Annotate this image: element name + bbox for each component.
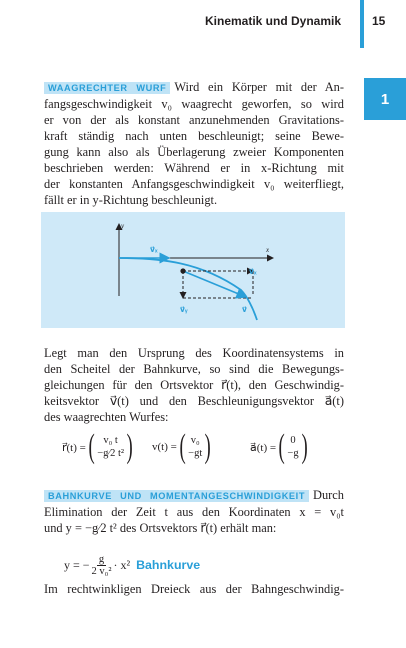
text-line: und y = −g⁄2 t² des Ortsvektors r⃗(t) erhält man: <box>44 521 277 535</box>
text-line: der konstanten Anfangsgeschwindigkeit v₀ weiterfliegt, <box>44 177 344 191</box>
vector-component: v₀ t <box>103 435 118 446</box>
page-number: 15 <box>372 14 386 28</box>
text-line: Wird ein Körper mit der An- <box>174 80 344 94</box>
equation-lhs: v(t) = <box>152 441 177 453</box>
projectile-figure <box>41 212 345 328</box>
acceleration-vector-equation: a⃗(t) = ( 0 −g ) <box>250 428 308 465</box>
text-line: den Scheitel der Bahnkurve, so sind die Bewegungs- <box>44 362 344 376</box>
chapter-tab <box>364 78 406 120</box>
section-label: BAHNKURVE UND MOMENTANGESCHWINDIGKEIT <box>44 490 309 502</box>
fraction-numerator: g <box>98 553 105 565</box>
vector-component: 0 <box>290 435 296 446</box>
fraction-denominator: 2 v₀² <box>91 565 112 577</box>
projectile-point <box>180 268 185 273</box>
text-line: keitsvektor v⃗(t) und den Beschleunigungsvektor a⃗(t) <box>44 394 344 408</box>
position-vector-equation: r⃗(t) = ( v₀ t −g⁄2 t² ) <box>62 428 133 465</box>
x-axis-label: x <box>266 246 270 254</box>
text-line: Im rechtwinkligen Dreieck aus der Bahngeschwindig- <box>44 582 344 596</box>
text-line: gung kann also als Überlagerung zweier Komponenten <box>44 145 344 159</box>
trajectory-curve <box>119 258 257 320</box>
section-bahnkurve <box>44 487 344 536</box>
paragraph-equations-intro <box>44 345 344 425</box>
header-rule <box>360 0 364 48</box>
text-line: Elimination der Zeit t aus den Koordinaten x = v₀t <box>44 505 344 519</box>
equation-lhs: r⃗(t) = <box>62 441 86 454</box>
fraction <box>92 554 112 577</box>
text-line: Durch <box>313 488 344 502</box>
vy-label: v⃗ᵧ <box>180 305 188 314</box>
running-header-title: Kinematik und Dynamik <box>205 14 342 28</box>
motion-equations <box>62 426 322 468</box>
paragraph-last <box>44 581 344 597</box>
section-label: WAAGRECHTER WURF <box>44 82 170 94</box>
v-label: v⃗ <box>242 305 247 314</box>
equation-lhs: a⃗(t) = <box>250 441 277 454</box>
vector-component: −g⁄2 t² <box>97 448 125 459</box>
vector-component: v₀ <box>190 435 200 446</box>
equation-lhs: y = − <box>64 557 90 572</box>
text-line: kraft ständig nach unten beschleunigt; seine Bewe- <box>44 129 344 143</box>
equation-name: Bahnkurve <box>136 558 201 572</box>
text-line: fangsgeschwindigkeit v₀ waagrecht geworfen, so wird <box>44 97 344 111</box>
text-line: fällt er in y-Richtung beschleunigt. <box>44 193 218 207</box>
text-line: gleichungen für den Ortsvektor r⃗(t), den Geschwindig- <box>44 378 344 392</box>
vx-top-label: v⃗ₓ <box>150 245 158 254</box>
vector-component: −g <box>287 448 299 459</box>
text-line: Legt man den Ursprung des Koordinatensystems in <box>44 346 344 360</box>
text-line: des waagrechten Wurfes: <box>44 410 169 424</box>
bahnkurve-equation <box>64 552 200 578</box>
equation-rhs: · x² <box>113 557 131 572</box>
section-waagrechter-wurf <box>44 79 344 208</box>
vx-right-label: v⃗ₓ <box>249 267 257 276</box>
trajectory-diagram <box>41 212 345 328</box>
velocity-vector-equation: v(t) = ( v₀ −gt ) <box>152 428 212 465</box>
y-axis-label: y <box>121 222 125 230</box>
vector-component: −gt <box>188 448 203 459</box>
chapter-number: 1 <box>380 90 390 108</box>
text-line: er von der als konstant anzunehmenden Gravitations- <box>44 113 344 127</box>
text-line: beschrieben werden: Während er in x-Richtung mit <box>44 161 344 175</box>
